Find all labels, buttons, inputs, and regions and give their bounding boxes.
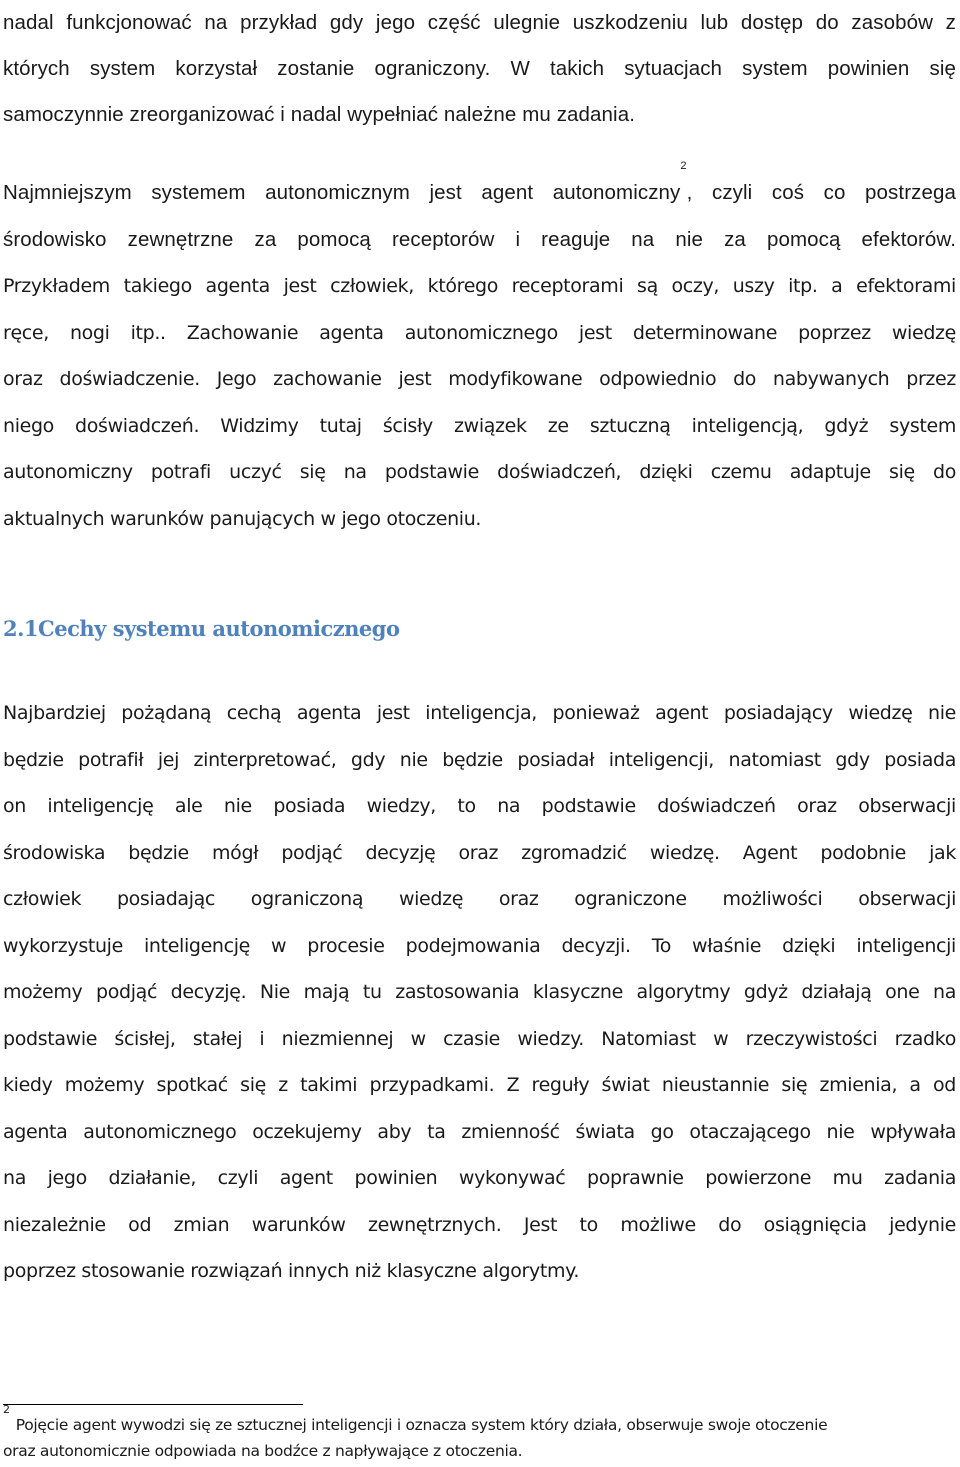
text-line: autonomiczny potrafi uczyć się na podstawie doświadczeń, dzięki czemu adaptuje się do — [3, 461, 956, 483]
text-segment: Najmniejszym systemem autonomicznym jest agent autonomiczny — [3, 181, 681, 204]
footnote-line — [3, 1403, 956, 1438]
footnote-line: oraz autonomicznie odpowiada na bodźce z napływające z otoczenia. — [3, 1442, 523, 1460]
text-line: Przykładem takiego agenta jest człowiek, którego receptorami są oczy, uszy itp. a efektorami — [3, 275, 956, 297]
text-line — [3, 160, 956, 217]
text-line: człowiek posiadając ograniczoną wiedzę oraz ograniczone możliwości obserwacji — [3, 888, 956, 910]
paragraph-features — [3, 690, 956, 1295]
section-number: 2.1 — [3, 616, 39, 641]
text-line: samoczynnie zreorganizować i nadal wypełniać należne mu zadania. — [3, 103, 635, 126]
text-line: Najbardziej pożądaną cechą agenta jest inteligencja, ponieważ agent posiadający wiedzę nie — [3, 702, 956, 724]
footnote-separator — [3, 1404, 303, 1405]
text-line: będzie potrafił jej zinterpretować, gdy nie będzie posiadał inteligencji, natomiast gdy posiada — [3, 748, 956, 771]
text-segment: , czyli coś co postrzega — [686, 181, 956, 204]
text-line: środowiska będzie mógł podjąć decyzję oraz zgromadzić wiedzę. Agent podobnie jak — [3, 841, 956, 864]
paragraph-continuation — [3, 0, 956, 138]
text-line: aktualnych warunków panujących w jego otoczeniu. — [3, 507, 482, 530]
text-line: on inteligencję ale nie posiada wiedzy, to na podstawie doświadczeń oraz obserwacji — [3, 795, 956, 817]
footnote-reference[interactable]: 2 — [680, 160, 687, 172]
text-line: podstawie ścisłej, stałej i niezmiennej w czasie wiedzy. Natomiast w rzeczywistości rzadko — [3, 1027, 956, 1050]
text-line: niezależnie od zmian warunków zewnętrznych. Jest to możliwe do osiągnięcia jedynie — [3, 1213, 956, 1236]
section-heading — [3, 616, 399, 641]
text-line: nadal funkcjonować na przykład gdy jego część ulegnie uszkodzeniu lub dostęp do zasobów z — [3, 11, 956, 34]
paragraph-autonomous-agent — [3, 160, 956, 542]
text-line: na jego działanie, czyli agent powinien wykonywać poprawnie powierzone mu zadania — [3, 1167, 956, 1189]
text-line: ręce, nogi itp.. Zachowanie agenta autonomicznego jest determinowane poprzez wiedzę — [3, 321, 956, 344]
text-line: poprzez stosowanie rozwiązań innych niż klasyczne algorytmy. — [3, 1260, 580, 1282]
footnote — [3, 1403, 956, 1464]
footnote-text: Pojęcie agent wywodzi się ze sztucznej inteligencji i oznacza system który działa, obserwuje swoje otoczenie — [15, 1416, 828, 1434]
text-line: możemy podjąć decyzję. Nie mają tu zastosowania klasyczne algorytmy gdyż działają one na — [3, 981, 956, 1003]
footnote-marker: 2 — [3, 1403, 10, 1416]
text-line: środowisko zewnętrzne za pomocą receptorów i reaguje na nie za pomocą efektorów. — [3, 227, 956, 251]
text-line: niego doświadczeń. Widzimy tutaj ścisły związek ze sztuczną inteligencją, gdyż system — [3, 414, 956, 437]
text-line: oraz doświadczenie. Jego zachowanie jest modyfikowane odpowiednio do nabywanych przez — [3, 368, 956, 390]
text-line: wykorzystuje inteligencję w procesie podejmowania decyzji. To właśnie dzięki inteligencji — [3, 934, 956, 957]
text-line: kiedy możemy spotkać się z takimi przypadkami. Z reguły świat nieustannie się zmienia, a od — [3, 1074, 956, 1096]
text-line: których system korzystał zostanie ograniczony. W takich sytuacjach system powinien się — [3, 57, 956, 80]
text-line: agenta autonomicznego oczekujemy aby ta zmienność świata go otaczającego nie wpływała — [3, 1120, 956, 1143]
section-title: Cechy systemu autonomicznego — [38, 616, 400, 641]
